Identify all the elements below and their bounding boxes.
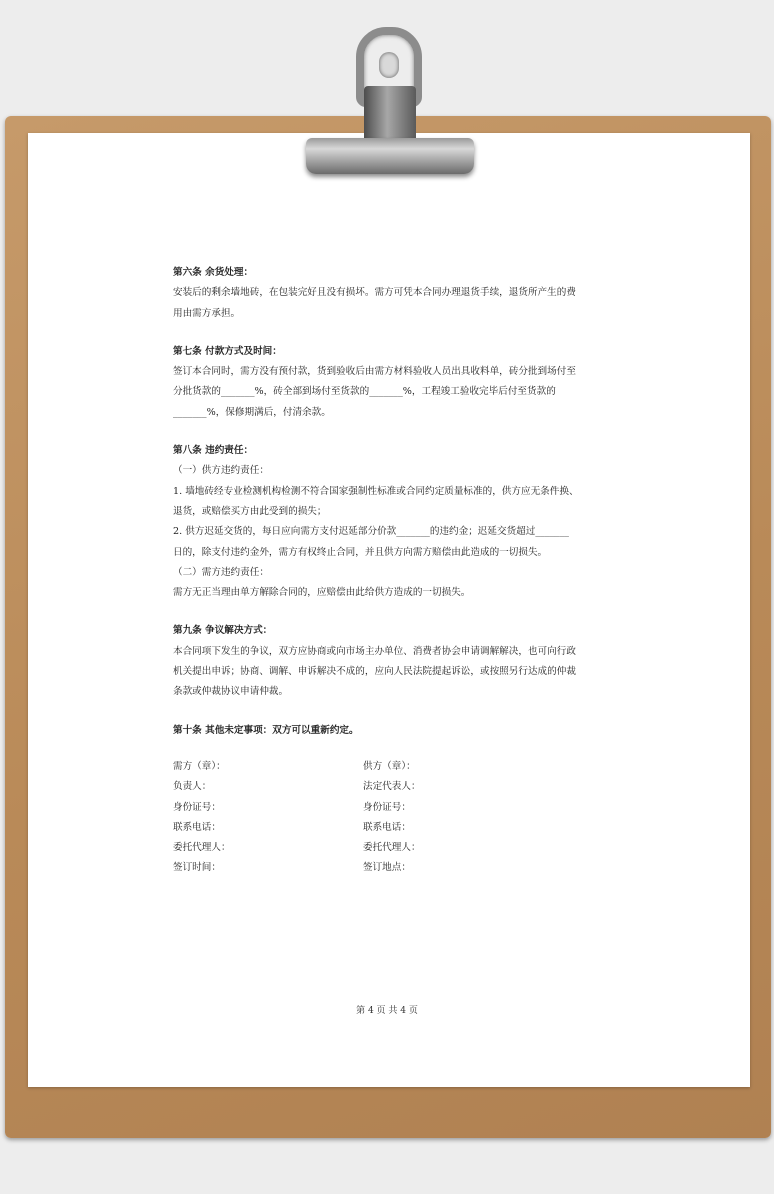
article-7-line: 签订本合同时，需方没有预付款，货到验收后由需方材料验收人员出具收料单，砖分批到场付至 [173,366,576,378]
clip-hole [379,52,399,78]
article-9-title: 第九条 争议解决方式： [173,625,273,637]
signature-row [173,777,603,797]
article-6-line: 用由需方承担。 [173,307,241,319]
article-7-line: 分批货款的_______%，砖全部到场付至货款的_______%，工程竣工验收完毕后付至货款的 [173,386,556,398]
article-7-title: 第七条 付款方式及时间： [173,345,282,357]
seller-seal-label: 供方（章）： [363,760,416,772]
sign-place-label: 签订地点： [363,862,411,874]
seller-agent-label: 委托代理人： [363,842,421,854]
buyer-id-label: 身份证号： [173,801,221,813]
buyer-seal-label: 需方（章）： [173,760,226,772]
seller-phone-label: 联系电话： [363,821,411,833]
article-9-line: 本合同项下发生的争议，双方应协商或向市场主办单位、消费者协会申请调解解决，也可向行政 [173,645,576,657]
article-8-line: 1. 墙地砖经专业检测机构检测不符合国家强制性标准或合同约定质量标准的，供方应无条件换、 [173,485,579,497]
signature-row [173,818,603,838]
signature-row [173,838,603,858]
buyer-responsible-label: 负责人： [173,781,212,793]
article-8-line: （一）供方违约责任： [173,465,269,477]
signature-row [173,757,603,777]
signature-row [173,798,603,818]
buyer-agent-label: 委托代理人： [173,842,231,854]
article-8-line: 日的，除支付违约金外，需方有权终止合同，并且供方向需方赔偿由此造成的一切损失。 [173,546,548,558]
contract-body [173,263,603,879]
article-8-line: 退货，或赔偿买方由此受到的损失； [173,505,327,517]
article-7-line: _______%，保修期满后，付清余款。 [173,406,331,418]
binder-clip [306,138,474,174]
signature-row [173,858,603,878]
article-6-line: 安装后的剩余墙地砖，在包装完好且没有损坏。需方可凭本合同办理退货手续，退货所产生的费 [173,287,576,299]
article-10-title: 第十条 其他未定事项：双方可以重新约定。 [173,724,359,736]
article-6-title: 第六条 余货处理： [173,267,254,278]
clip-neck [364,86,416,146]
buyer-phone-label: 联系电话： [173,821,221,833]
article-9-line: 机关提出申诉；协商、调解、申诉解决不成的，应向人民法院提起诉讼，或按照另行达成的仲裁 [173,666,576,678]
sign-time-label: 签订时间： [173,862,221,874]
article-9-line: 条款或仲裁协议申请仲裁。 [173,686,289,698]
article-8-line: 2. 供方迟延交货的，每日应向需方支付迟延部分价款_______的违约金；迟延交货超过_______ [173,526,569,538]
article-8-title: 第八条 违约责任： [173,445,254,457]
seller-legal-rep-label: 法定代表人： [363,781,421,793]
article-8-line: 需方无正当理由单方解除合同的，应赔偿由此给供方造成的一切损失。 [173,587,471,599]
page-number: 第 4 页 共 4 页 [356,1006,418,1016]
seller-id-label: 身份证号： [363,801,411,813]
article-8-line: （二）需方违约责任： [173,566,269,578]
